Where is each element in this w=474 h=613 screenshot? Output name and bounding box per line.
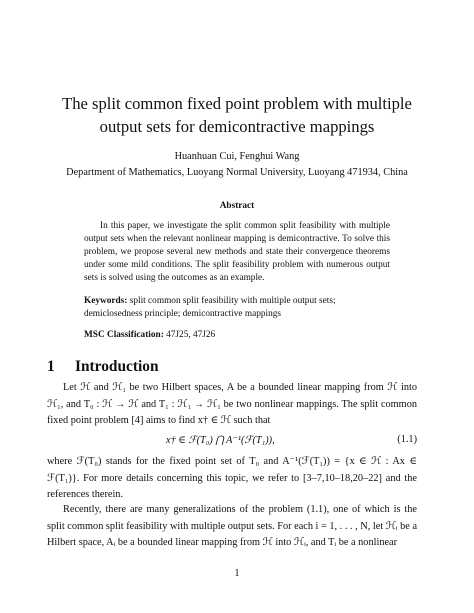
affiliation: Department of Mathematics, Luoyang Normal University, Luoyang 471934, China [66, 167, 408, 178]
paragraph-2: where ℱ(T₀) stands for the fixed point set of T₀ and A⁻¹(ℱ(T₁)) = {x ∈ ℋ : Ax ∈ ℱ(T₁)}. For more details concerning this topic, we refer to [3–7,10–18,20–22] and the references therein. [47, 456, 417, 500]
section-heading [47, 358, 159, 376]
equation-expression: x† ∈ ℱ(T₀) ⋂ A⁻¹(ℱ(T₁)), [166, 435, 275, 446]
keywords-label: Keywords: [84, 296, 128, 306]
abstract-heading: Abstract [219, 201, 255, 211]
paragraph-1: Let ℋ and ℋ₁ be two Hilbert spaces, A be a bounded linear mapping from ℋ into ℋ₁, and T₀ : ℋ → ℋ and T₁ : ℋ₁ → ℋ₁ be two nonlinear mappings. The split common fixed point problem [4] aims to find x† ∈ ℋ such that [47, 382, 417, 426]
equation-number: (1.1) [397, 434, 417, 445]
section-number: 1 [47, 358, 55, 375]
msc-codes: 47J25, 47J26 [166, 330, 216, 340]
section-title: Introduction [75, 358, 159, 375]
page-number: 1 [234, 568, 240, 579]
keywords-text: split common split feasibility with multiple output sets; demiclosedness principle; demicontractive mappings [84, 296, 336, 320]
msc-classification [84, 330, 215, 340]
paper-title: The split common fixed point problem with multiple output sets for demicontractive mappings [62, 94, 412, 136]
keywords [84, 295, 390, 321]
msc-label: MSC Classification: [84, 330, 164, 340]
paragraph-3: Recently, there are many generalizations of the problem (1.1), one of which is the split common split feasibility with multiple output sets. For each i = 1, . . . , N, let ℋᵢ be a Hilbert space, Aᵢ be a bounded linear mapping from ℋ into ℋᵢ, and Tᵢ be a nonlinear [47, 504, 418, 548]
author-list: Huanhuan Cui, Fenghui Wang [174, 151, 300, 162]
abstract-body: In this paper, we investigate the split common split feasibility with multiple output sets when the relevant nonlinear mapping is demicontractive. To solve this problem, we propose several new methods and state their convergence theorems under some mild conditions. The split feasibility problem with numerous output sets is solved using the outcomes as an example. [84, 221, 390, 284]
